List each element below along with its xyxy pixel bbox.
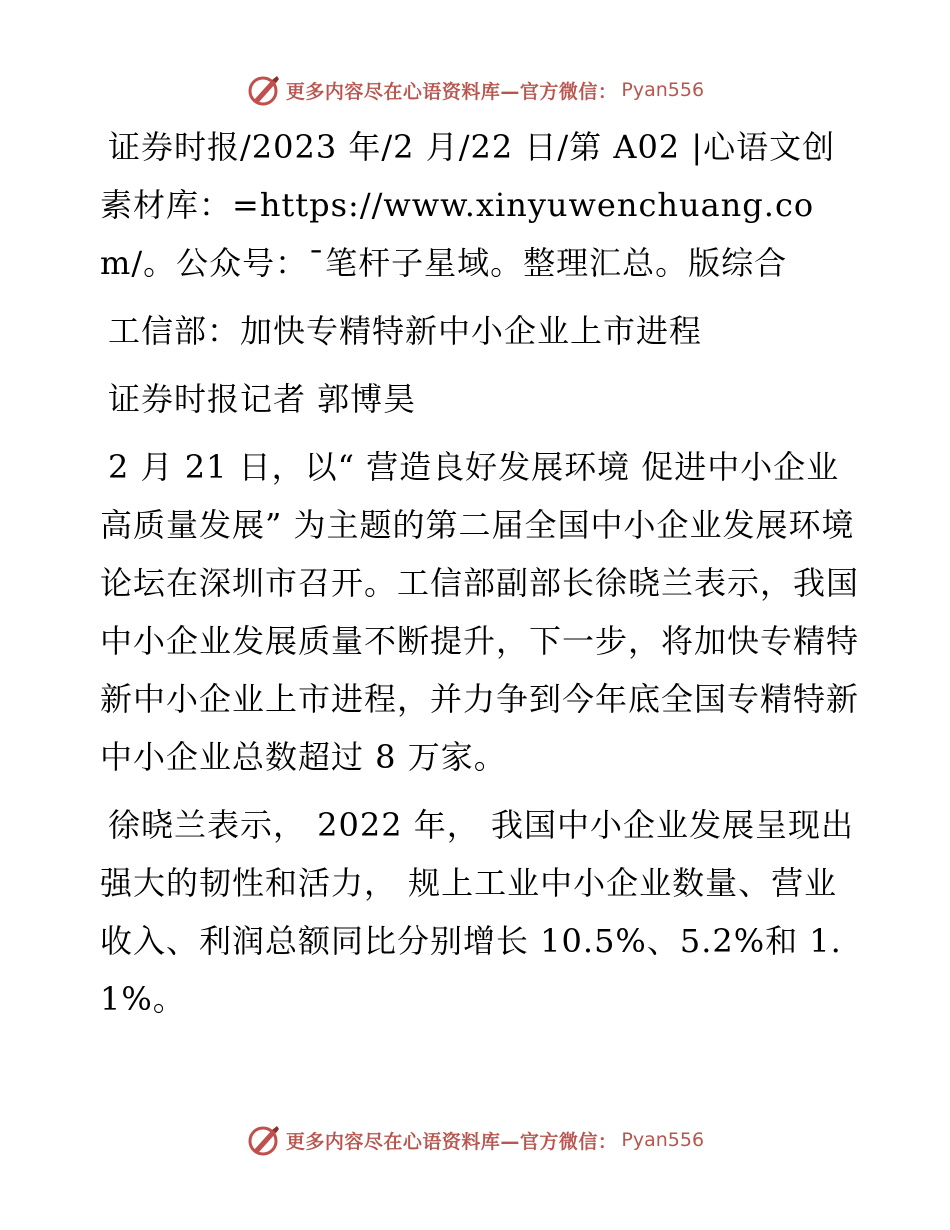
pen-logo-icon bbox=[246, 1122, 282, 1158]
article-paragraph-2: 徐晓兰表示， 2022 年， 我国中小企业发展呈现出强大的韧性和活力， 规上工业中小企业数量、营业收入、利润总额同比分别增长 10.5%、5.2%和 1.1%。 bbox=[100, 806, 854, 1018]
article-headline: 工信部：加快专精特新中小企业上市进程 bbox=[108, 312, 703, 350]
article-paragraph-1: 2 月 21 日，以“ 营造良好发展环境 促进中小企业高质量发展” 为主题的第二届全国中小企业发展环境论坛在深圳市召开。工信部副部长徐晓兰表示，我国中小企业发展质量不断提升，下一步，将加快专精特新中小企业上市进程，并力争到今年底全国专精特新中小企业总数超过 8 万家。 bbox=[100, 448, 860, 776]
watermark-account: Pyan556 bbox=[621, 1129, 705, 1151]
footer-watermark-banner bbox=[0, 1120, 950, 1160]
pen-logo-icon bbox=[246, 72, 282, 108]
article-byline: 证券时报记者 郭博昊 bbox=[108, 380, 417, 418]
watermark-text: 更多内容尽在心语资料库—官方微信： bbox=[285, 80, 618, 103]
article-body bbox=[100, 118, 860, 1028]
source-meta-line: 证券时报/2023 年/2 月/22 日/第 A02 |心语文创素材库：=https://www.xinyuwenchuang.com/。公众号：¯笔杆子星域。整理汇总。版综合 bbox=[100, 128, 836, 282]
watermark-text: 更多内容尽在心语资料库—官方微信： bbox=[285, 1130, 618, 1153]
header-watermark-banner bbox=[0, 70, 950, 110]
watermark-account: Pyan556 bbox=[621, 79, 705, 101]
